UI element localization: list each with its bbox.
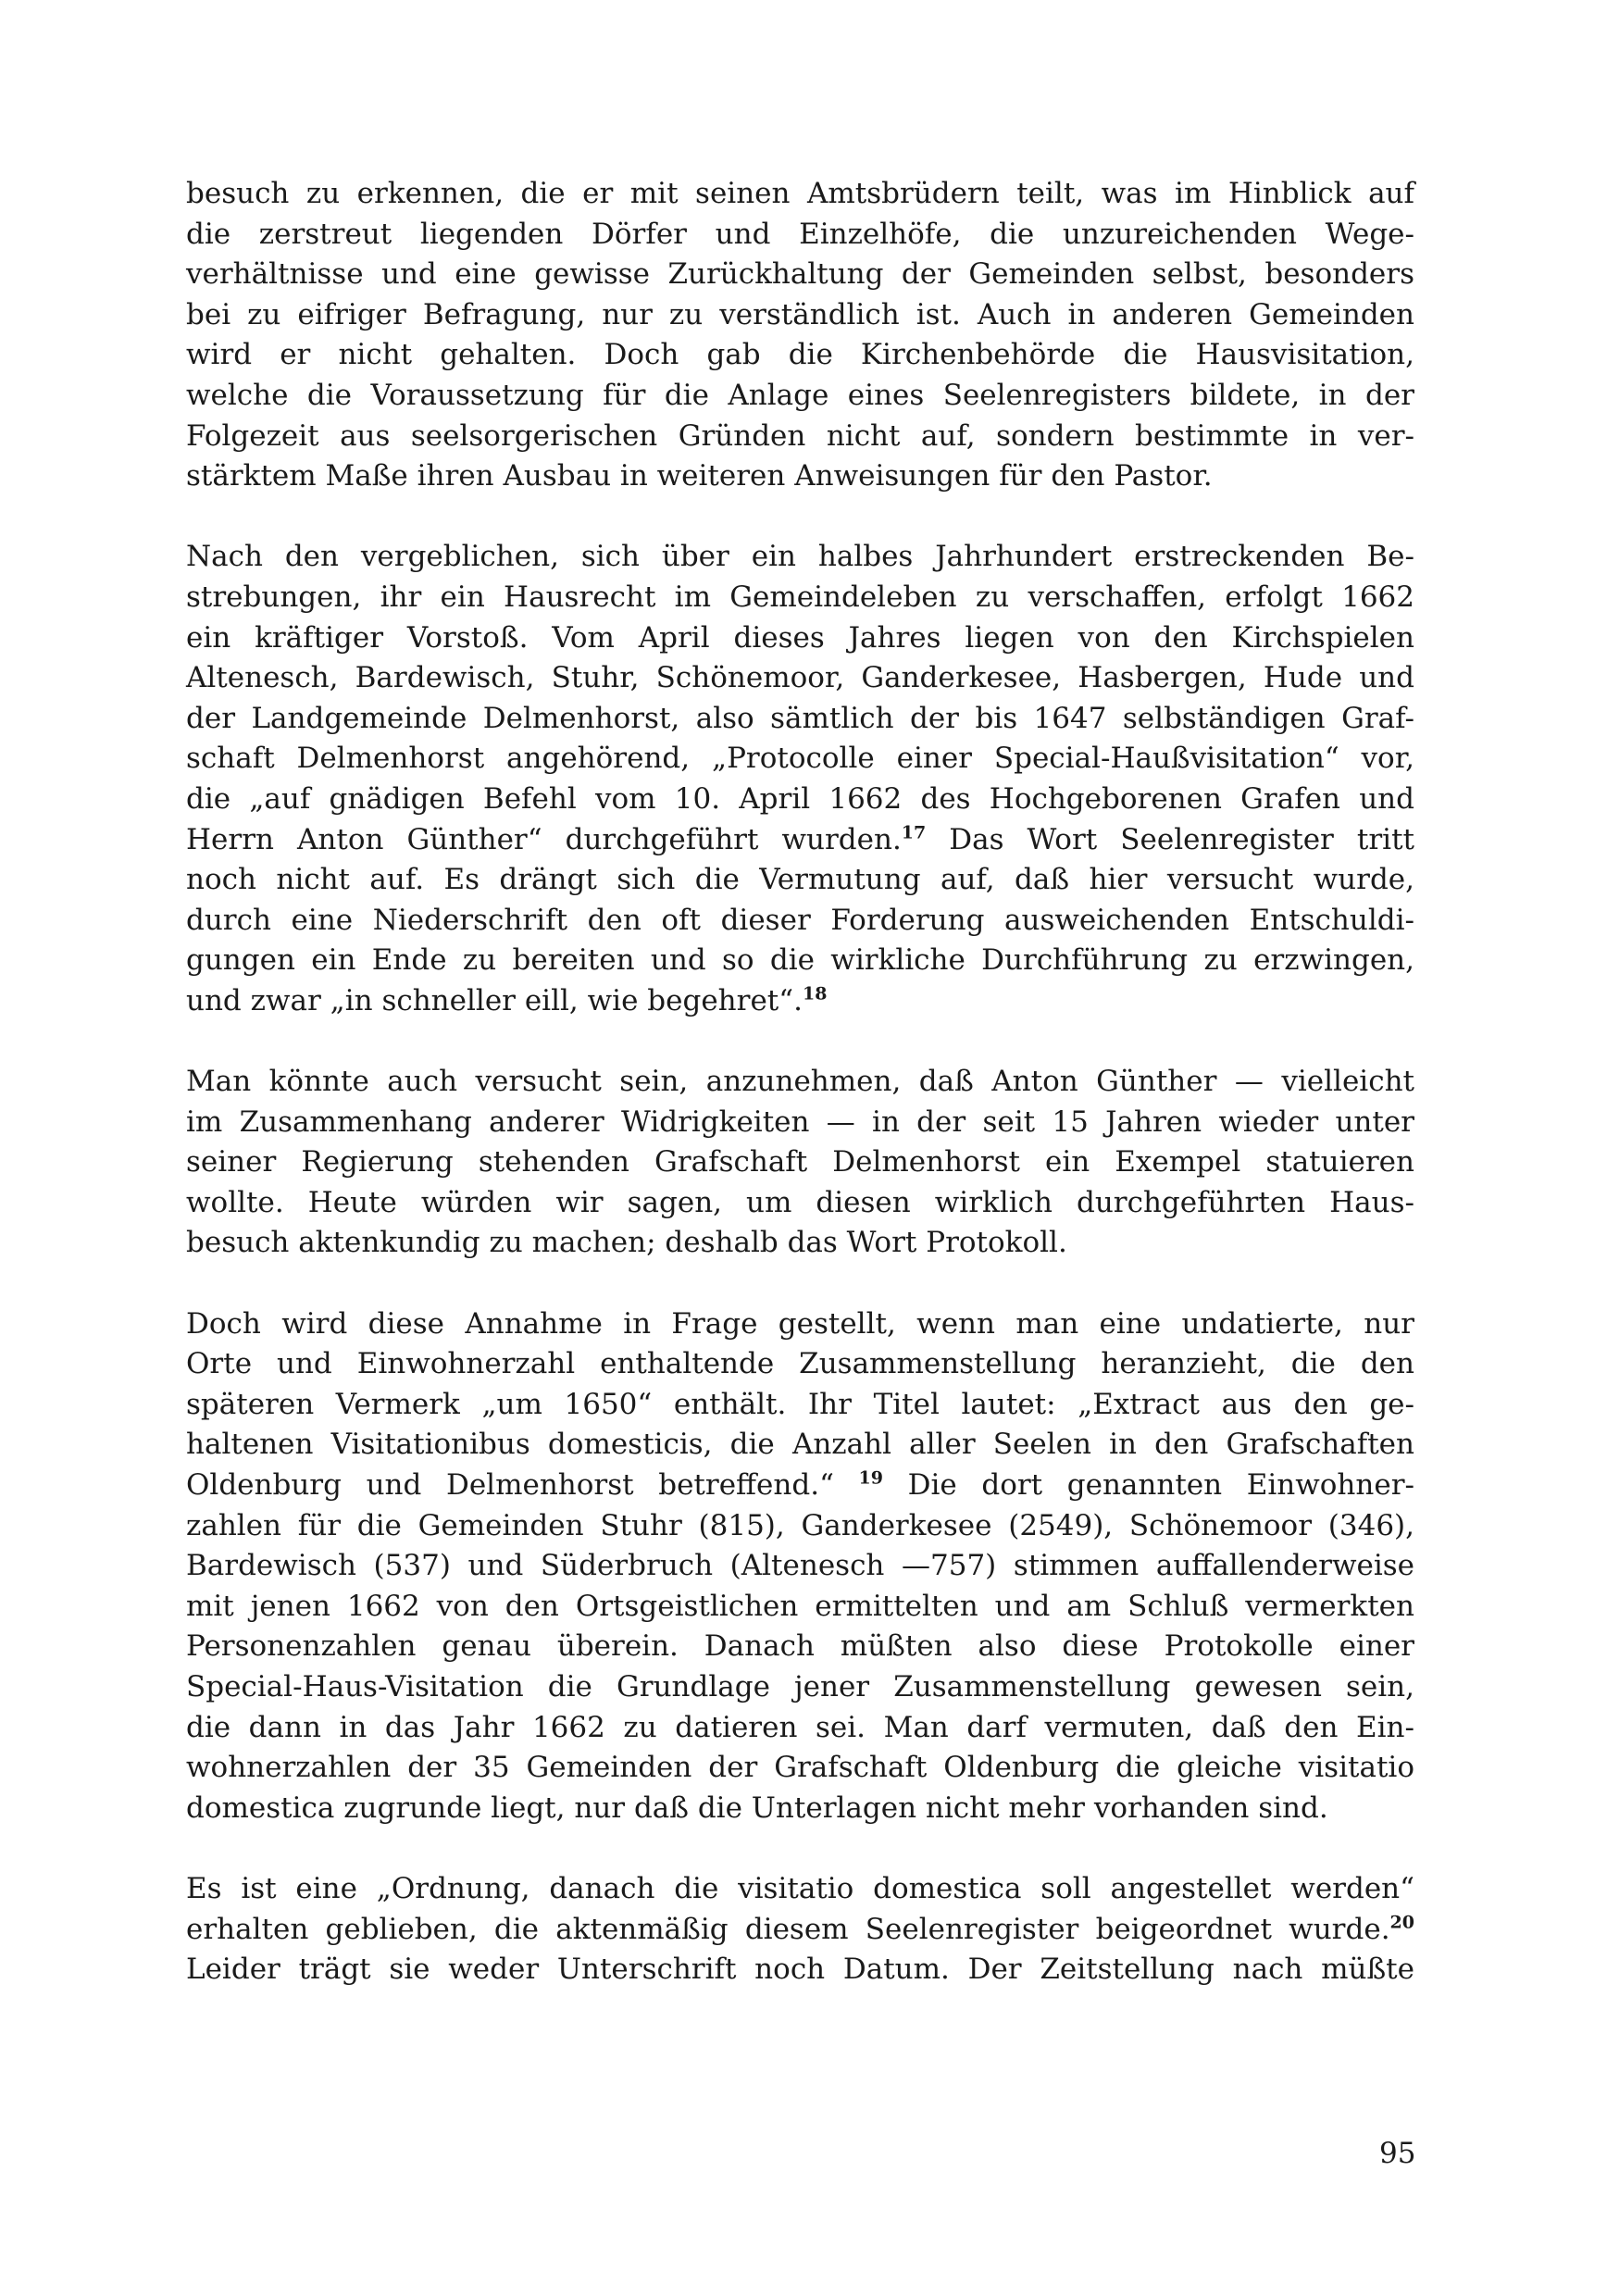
text-line [186, 537, 1414, 578]
text-segment: besuch aktenkundig zu machen; deshalb das Wort Protokoll. [186, 1226, 1067, 1260]
text-line [186, 1142, 1414, 1183]
footnote-reference: 20 [1389, 1912, 1414, 1933]
text-segment: erhalten geblieben, die aktenmäßig diesem Seelenregister beigeordnet wurde. [186, 1912, 1390, 1946]
text-line [186, 1183, 1414, 1224]
text-segment: Special-Haus-Visitation die Grundlage jener Zusammenstellung gewesen sein, [186, 1669, 1414, 1703]
text-line [186, 1869, 1414, 1910]
paragraph [186, 1869, 1414, 1990]
text-segment: verhältnisse und eine gewisse Zurückhaltung der Gemeinden selbst, besonders [186, 257, 1414, 292]
text-line [186, 820, 1414, 861]
text-line [186, 658, 1414, 699]
text-segment: Man könnte auch versucht sein, anzunehmen, daß Anton Günther — vielleicht [186, 1065, 1414, 1099]
text-line [186, 1103, 1414, 1143]
text-line [186, 295, 1414, 336]
text-line [186, 901, 1414, 942]
page-number: 95 [1379, 2137, 1416, 2170]
text-segment: schaft Delmenhorst angehörend, „Protocolle einer Special-Haußvisitation“ vor, [186, 742, 1414, 776]
text-segment: gungen ein Ende zu bereiten und so die wirkliche Durchführung zu erzwingen, [186, 943, 1414, 978]
text-segment: noch nicht auf. Es drängt sich die Vermutung auf, daß hier versucht wurde, [186, 863, 1414, 897]
text-line [186, 1910, 1414, 1951]
text-line [186, 456, 1414, 497]
text-segment: die „auf gnädigen Befehl vom 10. April 1662 des Hochgeborenen Grafen und [186, 781, 1414, 816]
text-line [186, 1708, 1414, 1749]
text-segment: bei zu eifriger Befragung, nur zu verständlich ist. Auch in anderen Gemeinden [186, 297, 1414, 331]
text-line [186, 1466, 1414, 1506]
text-segment: Es ist eine „Ordnung, danach die visitatio domestica soll angestellet werden“ [186, 1871, 1414, 1905]
text-segment: domestica zugrunde liegt, nur daß die Unterlagen nicht mehr vorhanden sind. [186, 1791, 1328, 1825]
text-line [186, 699, 1414, 740]
text-line [186, 578, 1414, 618]
text-segment: im Zusammenhang anderer Widrigkeiten — in der seit 15 Jahren wieder unter [186, 1104, 1414, 1139]
text-segment: späteren Vermerk „um 1650“ enthält. Ihr Titel lautet: „Extract aus den ge- [186, 1387, 1414, 1421]
text-segment: Die dort genannten Einwohner- [883, 1468, 1414, 1502]
text-line [186, 1587, 1414, 1628]
text-line [186, 376, 1414, 417]
text-segment: Folgezeit aus seelsorgerischen Gründen nicht auf, sondern bestimmte in ver- [186, 418, 1414, 453]
paragraph [186, 1304, 1414, 1829]
text-segment: mit jenen 1662 von den Ortsgeistlichen ermittelten und am Schluß vermerkten [186, 1589, 1414, 1623]
text-segment: wollte. Heute würden wir sagen, um diesen wirklich durchgeführten Haus- [186, 1185, 1414, 1219]
text-segment: strebungen, ihr ein Hausrecht im Gemeindeleben zu verschaffen, erfolgt 1662 [186, 580, 1414, 614]
text-line [186, 417, 1414, 457]
text-segment: Personenzahlen genau überein. Danach müßten also diese Protokolle einer [186, 1629, 1414, 1664]
text-line [186, 618, 1414, 659]
text-line [186, 335, 1414, 376]
footnote-reference: 18 [802, 983, 828, 1004]
text-line [186, 739, 1414, 780]
text-segment: die dann in das Jahr 1662 zu datieren sei. Man darf vermuten, daß den Ein- [186, 1710, 1414, 1744]
text-segment: ein kräftiger Vorstoß. Vom April dieses Jahres liegen von den Kirchspielen [186, 620, 1414, 655]
text-segment: stärktem Maße ihren Ausbau in weiteren Anweisungen für den Pastor. [186, 459, 1213, 493]
text-segment: zahlen für die Gemeinden Stuhr (815), Ganderkesee (2549), Schönemoor (346), [186, 1508, 1414, 1542]
text-segment: der Landgemeinde Delmenhorst, also sämtlich der bis 1647 selbständigen Graf- [186, 701, 1414, 735]
text-segment: wird er nicht gehalten. Doch gab die Kirchenbehörde die Hausvisitation, [186, 338, 1414, 372]
text-segment: Nach den vergeblichen, sich über ein halbes Jahrhundert erstreckenden Be- [186, 540, 1414, 574]
text-segment: Das Wort Seelenregister tritt [926, 822, 1414, 856]
text-line [186, 1546, 1414, 1587]
paragraph [186, 537, 1414, 1021]
text-segment: die zerstreut liegenden Dörfer und Einzelhöfe, die unzureichenden Wege- [186, 217, 1414, 251]
text-line [186, 174, 1414, 215]
text-segment: Bardewisch (537) und Süderbruch (Altenesch —757) stimmen auffallenderweise [186, 1549, 1414, 1583]
text-line [186, 1223, 1414, 1264]
footnote-reference: 19 [858, 1467, 883, 1489]
footnote-reference: 17 [901, 822, 927, 843]
text-segment: Altenesch, Bardewisch, Stuhr, Schönemoor, Ganderkesee, Hasbergen, Hude und [186, 661, 1414, 695]
text-segment: Leider trägt sie weder Unterschrift noch Datum. Der Zeitstellung nach müßte [186, 1953, 1414, 1987]
body-text [186, 174, 1414, 2030]
text-line [186, 860, 1414, 901]
text-segment: und zwar „in schneller eill, wie begehret“. [186, 983, 803, 1017]
text-line [186, 1506, 1414, 1547]
text-line [186, 1344, 1414, 1385]
text-line [186, 1304, 1414, 1345]
text-segment: Oldenburg und Delmenhorst betreffend.“ [186, 1468, 859, 1502]
text-segment: besuch zu erkennen, die er mit seinen Amtsbrüdern teilt, was im Hinblick auf [186, 177, 1414, 210]
text-line [186, 1062, 1414, 1103]
text-line [186, 1425, 1414, 1466]
text-line [186, 1667, 1414, 1708]
paragraph [186, 1062, 1414, 1264]
text-line [186, 1627, 1414, 1667]
text-line [186, 1950, 1414, 1990]
text-line [186, 215, 1414, 256]
text-line [186, 1789, 1414, 1829]
text-segment: Herrn Anton Günther“ durchgeführt wurden. [186, 822, 902, 856]
text-line [186, 780, 1414, 820]
text-segment: welche die Voraussetzung für die Anlage eines Seelenregisters bildete, in der [186, 378, 1414, 412]
text-segment: Doch wird diese Annahme in Frage gestellt, wenn man eine undatierte, nur [186, 1306, 1414, 1341]
text-segment: seiner Regierung stehenden Grafschaft Delmenhorst ein Exempel statuieren [186, 1145, 1414, 1179]
text-segment: wohnerzahlen der 35 Gemeinden der Grafschaft Oldenburg die gleiche visitatio [186, 1751, 1414, 1785]
text-segment: haltenen Visitationibus domesticis, die Anzahl aller Seelen in den Grafschaften [186, 1428, 1414, 1462]
text-line [186, 1748, 1414, 1789]
text-line [186, 255, 1414, 295]
text-segment: Orte und Einwohnerzahl enthaltende Zusammenstellung heranzieht, die den [186, 1347, 1414, 1381]
paragraph [186, 174, 1414, 497]
text-line [186, 981, 1414, 1022]
text-line [186, 941, 1414, 981]
text-segment: durch eine Niederschrift den oft dieser Forderung ausweichenden Entschuldi- [186, 903, 1414, 937]
text-line [186, 1385, 1414, 1426]
